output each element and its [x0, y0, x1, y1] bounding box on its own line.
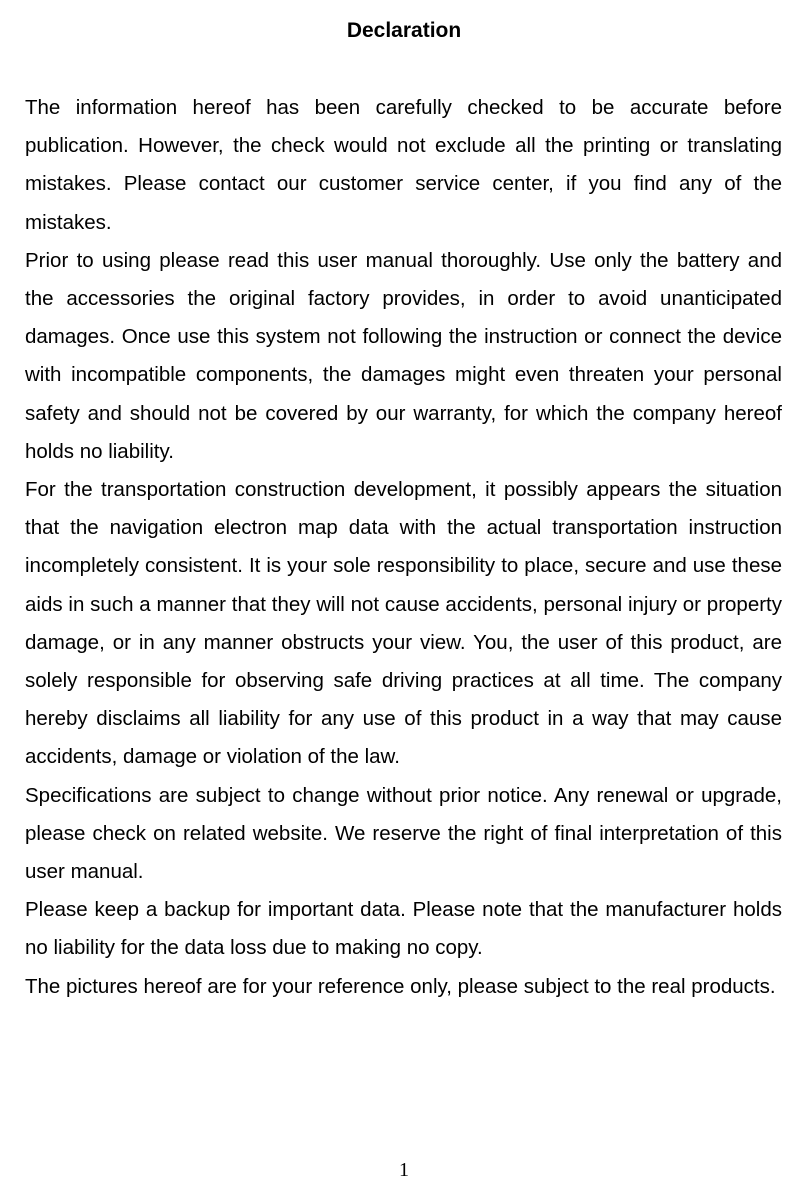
paragraph-accuracy: The information hereof has been carefully checked to be accurate before publication. However, the check would not exclude all the printing or translating mistakes. Please contact our customer service center, if you find any of the mistakes. — [25, 96, 782, 234]
page-title: Declaration — [346, 19, 462, 42]
paragraph-navigation-responsibility: For the transportation construction development, it possibly appears the situation that the navigation electron map data with the actual transportation instruction incompletely consistent. It is your sole responsibility to place, secure and use these aids in such a manner that they will not cause accidents, personal injury or property damage, or in any manner obstructs your view. You, the user of this product, are solely responsible for observing safe driving practices at all time. The company hereby disclaims all liability for any use of this product in a way that may cause accidents, damage or violation of the law. — [25, 478, 782, 769]
paragraph-specifications: Specifications are subject to change without prior notice. Any renewal or upgrade, please check on related website. We reserve the right of final interpretation of this user manual. — [25, 783, 782, 884]
paragraph-manual-usage: Prior to using please read this user manual thoroughly. Use only the battery and the accessories the original factory provides, in order to avoid unanticipated damages. Once use this system not following the instruction or connect the device with incompatible components, the damages might even threaten your personal safety and should not be covered by our warranty, for which the company hereof holds no liability. — [25, 248, 782, 463]
paragraph-pictures: The pictures hereof are for your reference only, please subject to the real products. — [25, 974, 776, 998]
paragraph-backup: Please keep a backup for important data. Please note that the manufacturer holds no liability for the data loss due to making no copy. — [25, 898, 782, 960]
page-number: 1 — [399, 1159, 409, 1181]
declaration-body — [25, 89, 782, 1006]
